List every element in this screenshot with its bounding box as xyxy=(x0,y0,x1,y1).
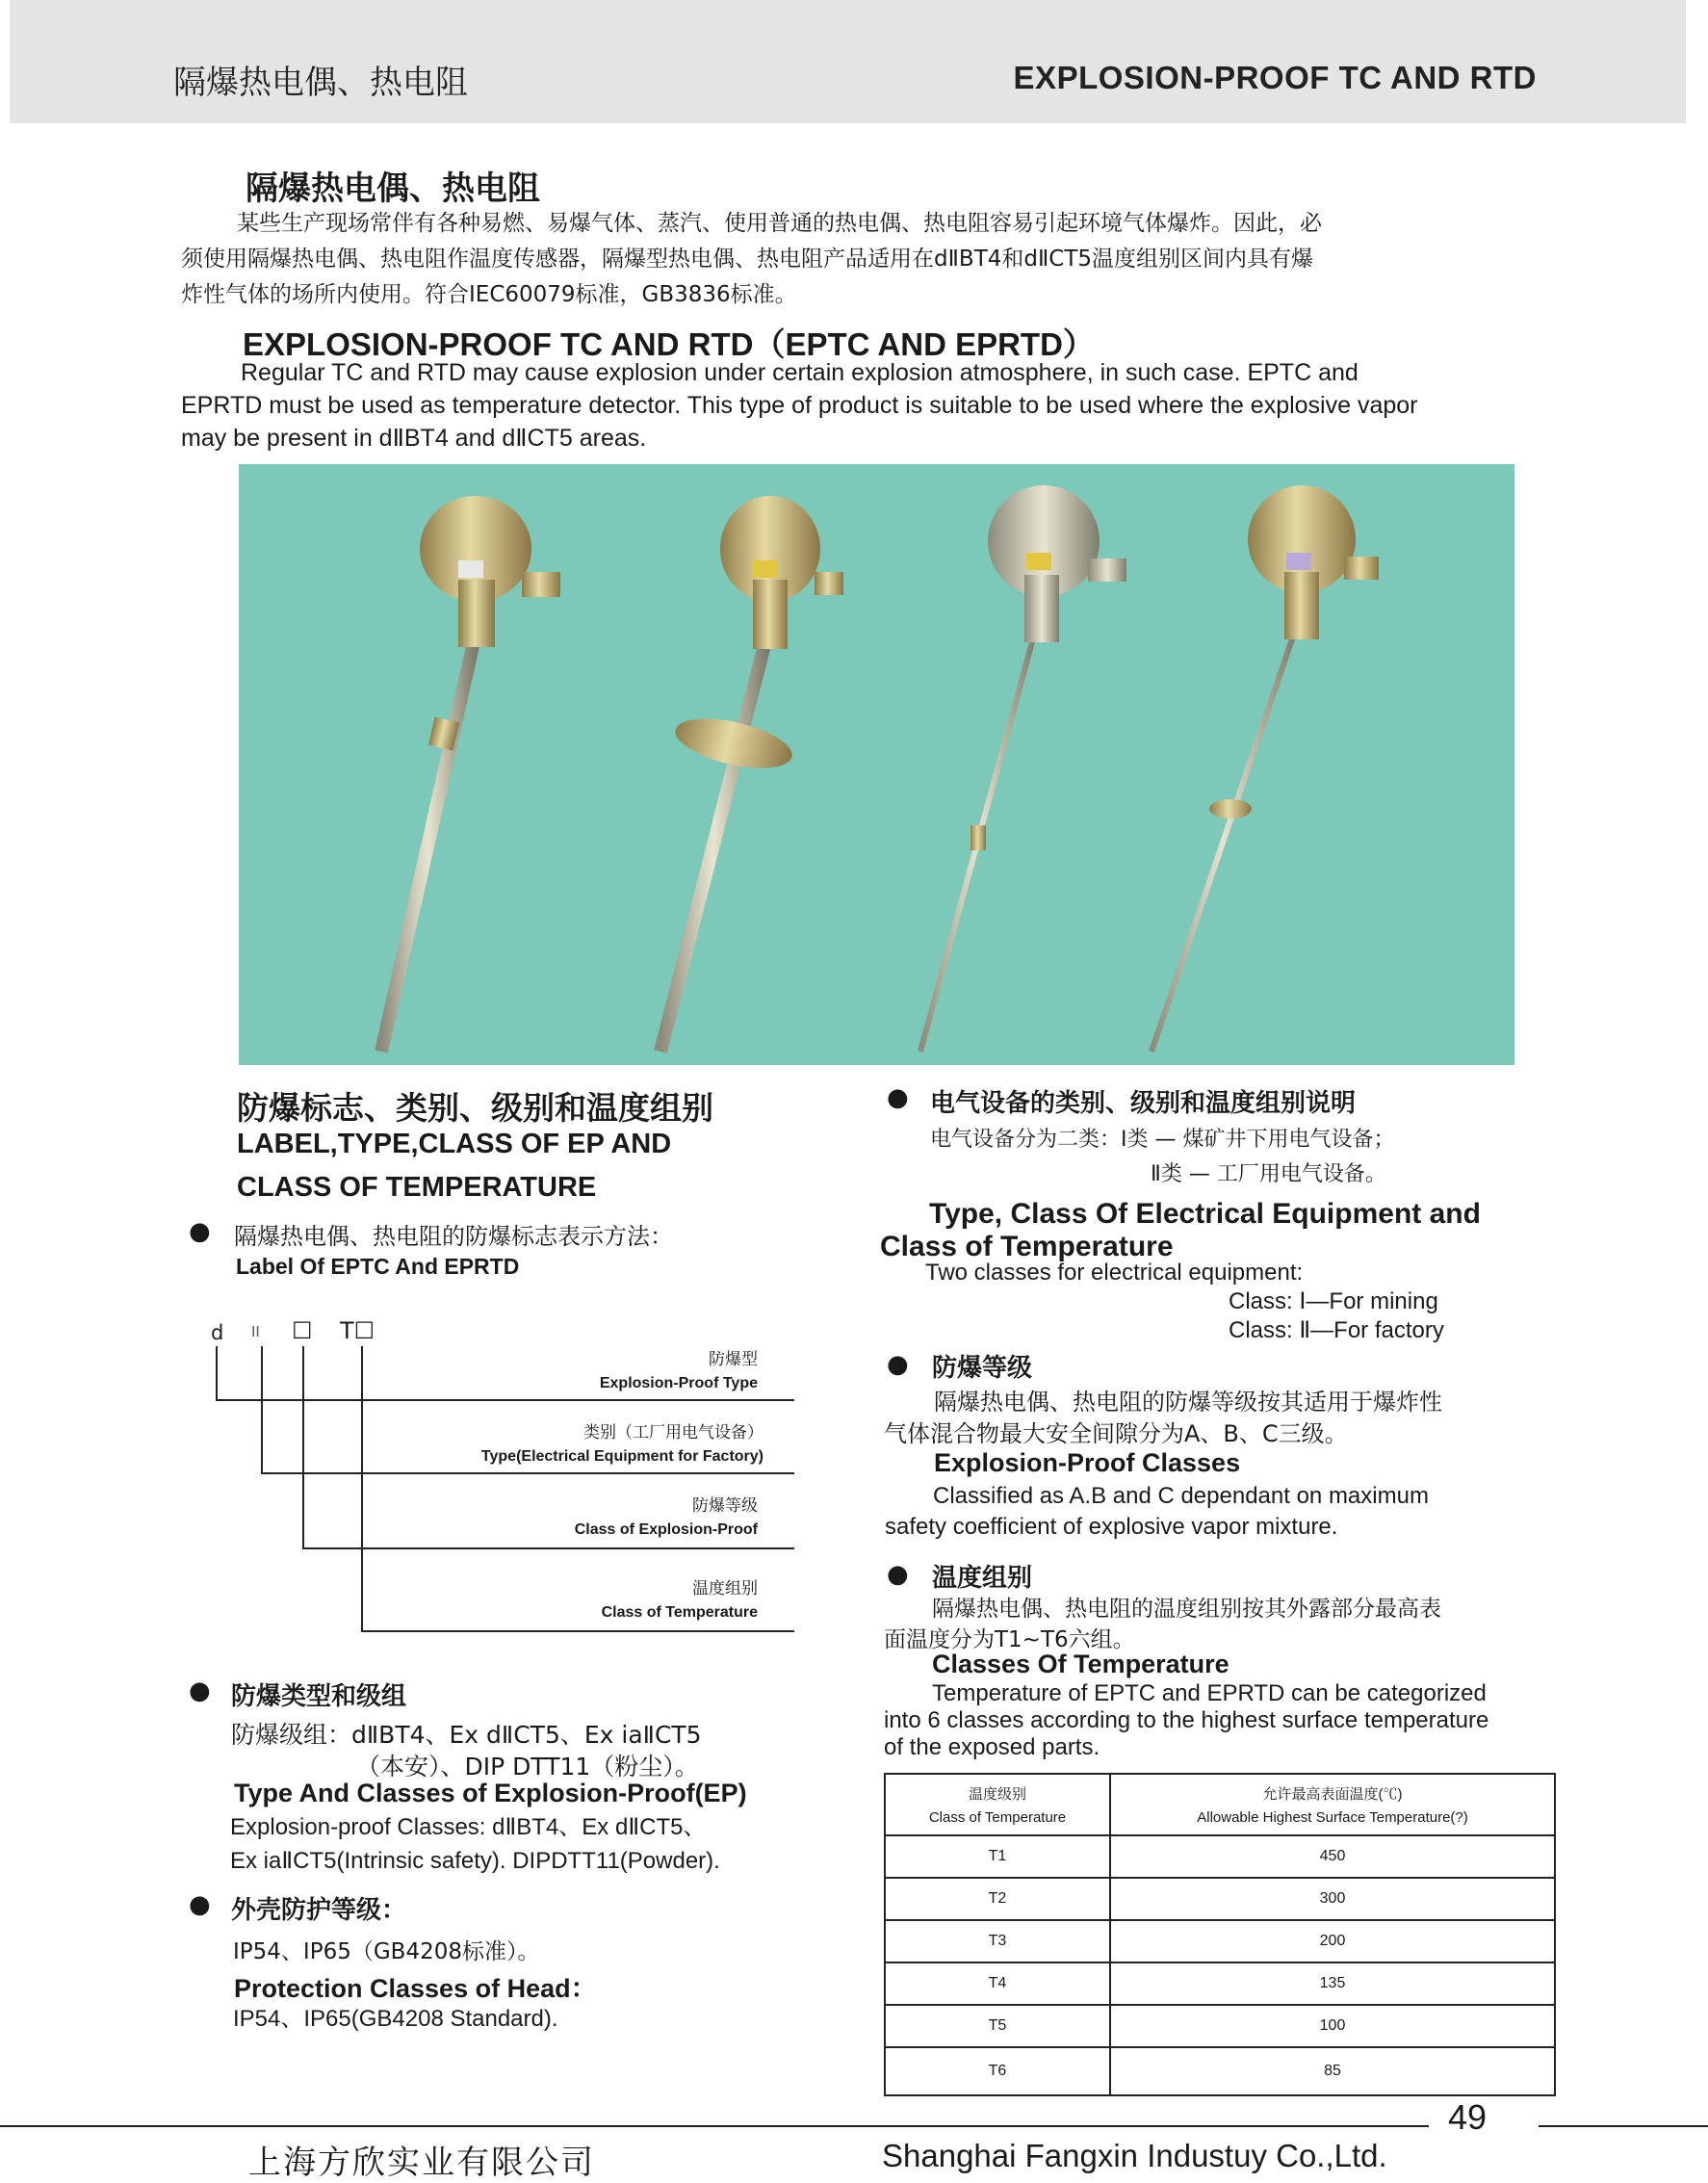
temp-classes-line3-en: of the exposed parts. xyxy=(884,1734,1100,1760)
intro-paragraph-cn xyxy=(181,206,1529,313)
table-cell-temp: 100 xyxy=(1110,2005,1555,2047)
table-row xyxy=(885,1835,1555,1878)
intro-title-en: EXPLOSION-PROOF TC AND RTD（EPTC AND EPRTD） xyxy=(243,326,1095,362)
label-bullet-en: Label Of EPTC And EPRTD xyxy=(236,1254,520,1279)
footer-rule-left xyxy=(0,2125,1429,2127)
code-d: d xyxy=(211,1321,224,1344)
temp-classes-line1-cn: 隔爆热电偶、热电阻的温度组别按其外露部分最高表 xyxy=(932,1597,1441,1622)
temperature-class-table xyxy=(884,1773,1556,2096)
header-cn: 温度级别 xyxy=(968,1786,1026,1803)
intro-line: 须使用隔爆热电偶、热电阻作温度传感器，隔爆型热电偶、热电阻产品适用在dⅡBT4和dⅡCT5温度组别区间内具有爆 xyxy=(181,247,1314,272)
diagram-item-en: Class of Temperature xyxy=(601,1604,758,1621)
ep-types-line1-cn: 防爆级组：dⅡBT4、Ex dⅡCT5、Ex iaⅡCT5 xyxy=(231,1721,702,1749)
table-cell-temp: 85 xyxy=(1110,2047,1555,2095)
ep-classes-title-cn: 防爆等级 xyxy=(932,1354,1033,1383)
table-cell-temp: 200 xyxy=(1110,1920,1555,1962)
electrical-line1-cn: 电气设备分为二类：Ⅰ类 — 煤矿井下用电气设备； xyxy=(930,1128,1395,1152)
electrical-line2-en: Class: Ⅰ—For mining xyxy=(1229,1288,1438,1314)
header-title-cn: 隔爆热电偶、热电阻 xyxy=(173,64,468,102)
bullet-icon: ● xyxy=(887,1560,909,1589)
ep-classes-line1-cn: 隔爆热电偶、热电阻的防爆等级按其适用于爆炸性 xyxy=(934,1389,1442,1416)
table-cell-temp: 450 xyxy=(1110,1835,1555,1878)
electrical-title-en-2: Class of Temperature xyxy=(880,1231,1174,1262)
page-number: 49 xyxy=(1448,2097,1488,2137)
ep-classes-line1-en: Classified as A.B and C dependant on maximum xyxy=(933,1483,1429,1509)
product-photo-illustration xyxy=(239,464,1514,1065)
label-section-title-en-1: LABEL,TYPE,CLASS OF EP AND xyxy=(237,1129,672,1159)
sensor-4 xyxy=(1152,485,1379,1052)
table-cell-temp: 300 xyxy=(1110,1878,1555,1920)
table-row xyxy=(885,1920,1555,1962)
protection-line-en: IP54、IP65(GB4208 Standard). xyxy=(233,2006,558,2032)
table-header-temp xyxy=(1110,1774,1555,1835)
table-row xyxy=(885,1878,1555,1920)
table-row xyxy=(885,2005,1555,2047)
diagram-item-1 xyxy=(600,1346,758,1394)
sensor-3 xyxy=(920,485,1126,1052)
ep-types-line2-cn: （本安）、DIP DTT11（粉尘）。 xyxy=(356,1753,699,1780)
intro-line-en: Regular TC and RTD may cause explosion under certain explosion atmosphere, in such case. EPTC and xyxy=(241,359,1359,386)
protection-line-cn: IP54、IP65（GB4208标准）。 xyxy=(233,1939,540,1964)
intro-paragraph-en xyxy=(181,356,1529,455)
table-cell-class: T5 xyxy=(885,2005,1110,2047)
table-row xyxy=(885,1962,1555,2005)
diagram-item-2 xyxy=(481,1419,763,1468)
temp-classes-line1-en: Temperature of EPTC and EPRTD can be categorized xyxy=(932,1680,1487,1706)
bullet-icon: ● xyxy=(887,1350,909,1379)
intro-line-en: EPRTD must be used as temperature detector. This type of product is suitable to be used where the explosive vapor xyxy=(181,392,1418,419)
electrical-line1-en: Two classes for electrical equipment: xyxy=(925,1260,1304,1286)
intro-line: 炸性气体的场所内使用。符合IEC60079标准，GB3836标准。 xyxy=(181,282,797,307)
table-header-row xyxy=(885,1774,1555,1835)
ep-types-line1-en: Explosion-proof Classes: dⅡBT4、Ex dⅡCT5、 xyxy=(230,1814,707,1840)
bullet-icon: ● xyxy=(189,1676,211,1705)
diagram-item-en: Type(Electrical Equipment for Factory) xyxy=(480,1448,763,1465)
header-cn: 允许最高表面温度(℃) xyxy=(1262,1786,1403,1803)
ep-classes-title-en: Explosion-Proof Classes xyxy=(934,1448,1241,1477)
product-photo xyxy=(239,464,1514,1065)
header-en: Class of Temperature xyxy=(928,1809,1067,1826)
bullet-icon: ● xyxy=(189,1217,211,1246)
footer-company-cn: 上海方欣实业有限公司 xyxy=(248,2144,595,2182)
footer-company-en: Shanghai Fangxin Industuy Co.,Ltd. xyxy=(882,2138,1387,2173)
table-row xyxy=(885,2047,1555,2095)
bullet-icon: ● xyxy=(189,1890,211,1919)
protection-title-cn: 外壳防护等级： xyxy=(231,1896,407,1925)
header-title-en: EXPLOSION-PROOF TC AND RTD xyxy=(1013,60,1537,95)
electrical-line2-cn: Ⅱ类 — 工厂用电气设备。 xyxy=(1151,1162,1386,1186)
table-cell-class: T3 xyxy=(885,1920,1110,1962)
diagram-item-cn: 防爆型 xyxy=(709,1350,758,1369)
diagram-item-4 xyxy=(602,1575,758,1624)
electrical-title-cn: 电气设备的类别、级别和温度组别说明 xyxy=(930,1089,1357,1118)
table-header-class xyxy=(885,1774,1110,1835)
diagram-item-cn: 类别（工厂用电气设备） xyxy=(583,1423,763,1442)
table-cell-temp: 135 xyxy=(1110,1962,1555,2005)
label-section-title-cn: 防爆标志、类别、级别和温度组别 xyxy=(237,1089,713,1127)
sensor-1 xyxy=(381,496,560,1052)
electrical-line3-en: Class: Ⅱ—For factory xyxy=(1229,1317,1444,1343)
diagram-item-cn: 防爆等级 xyxy=(692,1496,758,1516)
temp-classes-title-cn: 温度组别 xyxy=(932,1564,1033,1593)
table-cell-class: T1 xyxy=(885,1835,1110,1878)
diagram-item-en: Explosion-Proof Type xyxy=(599,1375,758,1391)
footer-rule-right xyxy=(1539,2125,1708,2127)
header-en: Allowable Highest Surface Temperature(?) xyxy=(1197,1809,1468,1826)
sensor-2 xyxy=(660,496,843,1052)
bullet-icon: ● xyxy=(887,1083,909,1112)
ep-types-title-en: Type And Classes of Explosion-Proof(EP) xyxy=(234,1779,747,1807)
code-t: T☐ xyxy=(340,1317,375,1344)
temp-classes-title-en: Classes Of Temperature xyxy=(932,1650,1229,1678)
ep-classes-line2-en: safety coefficient of explosive vapor mixture. xyxy=(885,1514,1338,1540)
table-cell-class: T6 xyxy=(885,2047,1110,2095)
ep-classes-line2-cn: 气体混合物最大安全间隙分为A、B、C三级。 xyxy=(884,1420,1348,1447)
table-cell-class: T4 xyxy=(885,1962,1110,2005)
code-class-ii: II xyxy=(251,1323,260,1340)
diagram-item-cn: 温度组别 xyxy=(692,1579,758,1598)
label-section-title-en-2: CLASS OF TEMPERATURE xyxy=(237,1172,597,1203)
intro-line: 某些生产现场常伴有各种易燃、易爆气体、蒸汽、使用普通的热电偶、热电阻容易引起环境气体爆炸。因此，必 xyxy=(237,211,1322,236)
diagram-item-en: Class of Explosion-Proof xyxy=(574,1521,758,1538)
electrical-title-en-1: Type, Class Of Electrical Equipment and xyxy=(929,1198,1481,1230)
table-cell-class: T2 xyxy=(885,1878,1110,1920)
label-bullet-cn: 隔爆热电偶、热电阻的防爆标志表示方法： xyxy=(234,1223,673,1250)
label-diagram xyxy=(207,1317,804,1645)
temp-classes-line2-cn: 面温度分为T1~T6六组。 xyxy=(884,1627,1135,1652)
diagram-item-3 xyxy=(575,1493,758,1541)
ep-types-title-cn: 防爆类型和级组 xyxy=(231,1682,407,1711)
code-box: ☐ xyxy=(292,1317,313,1344)
protection-title-en: Protection Classes of Head： xyxy=(234,1974,597,2003)
ep-types-line2-en: Ex iaⅡCT5(Intrinsic safety). DIPDTT11(Powder). xyxy=(230,1848,720,1874)
intro-title-cn: 隔爆热电偶、热电阻 xyxy=(246,169,540,208)
temp-classes-line2-en: into 6 classes according to the highest surface temperature xyxy=(884,1707,1489,1733)
intro-line-en: may be present in dⅡBT4 and dⅡCT5 areas. xyxy=(181,425,647,452)
